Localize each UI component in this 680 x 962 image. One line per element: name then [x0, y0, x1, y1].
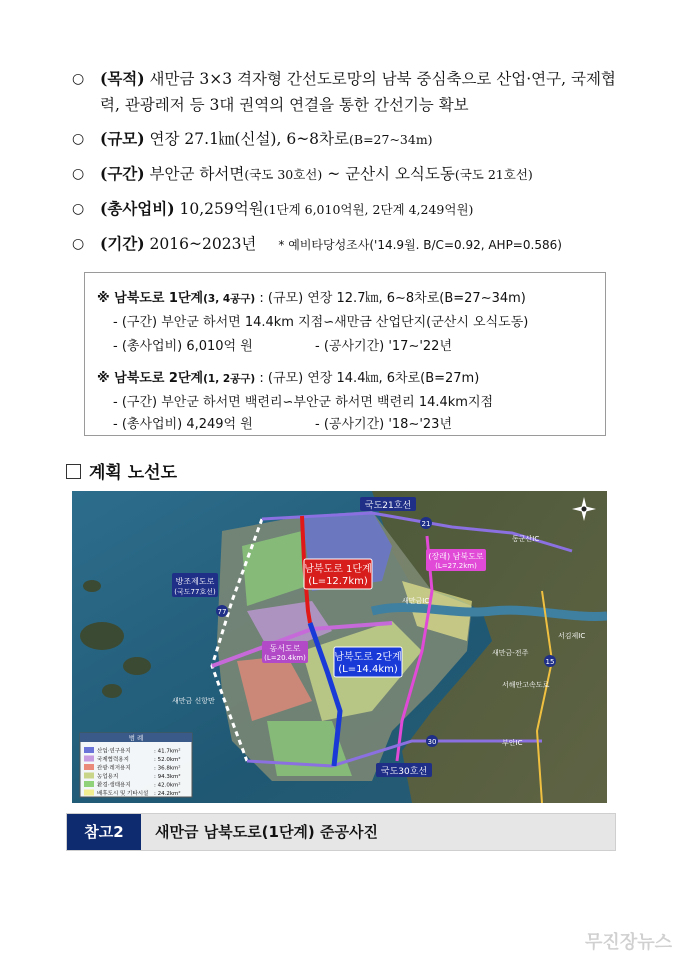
- legend-value: : 94.3km²: [154, 774, 181, 780]
- legend-value: : 42.0km²: [154, 782, 181, 789]
- stage1-section: - (구간) 부안군 하서면 14.4km 지점∽새만금 산업단지(군산시 오식도동): [113, 315, 529, 330]
- expressway-label: 새만금-전주: [492, 649, 529, 657]
- stage2-section: - (구간) 부안군 하서면 백련리∽부안군 하서면 백련리 14.4km지점: [113, 395, 494, 410]
- section-item: [72, 161, 632, 188]
- svg-text:(L=14.4km): (L=14.4km): [338, 664, 398, 675]
- saemangeum-ic-label: 새만금IC: [402, 597, 430, 605]
- future-road-label: [426, 549, 486, 571]
- legend-label: 관광·레저용지: [97, 765, 131, 772]
- item-text: 10,259억원: [174, 200, 264, 218]
- square-bullet-icon: [66, 464, 81, 479]
- dong-gunsan-ic-label: 동군산IC: [512, 535, 540, 543]
- circle-bullet-icon: ○: [72, 71, 85, 87]
- watermark: 무진장뉴스: [585, 932, 672, 953]
- budget-item: [72, 196, 632, 223]
- legend-swatch: [84, 790, 94, 796]
- svg-text:국도30호선: 국도30호선: [380, 767, 428, 777]
- item-small: (1단계 6,010억원, 2단계 4,249억원): [263, 202, 474, 217]
- item-text2: ~ 군산시 오식도동: [322, 165, 455, 183]
- stage1-label: [304, 559, 372, 589]
- item-text: 부안군 하서면: [144, 165, 245, 183]
- item-text: 연장 27.1㎞(신설), 6~8차로: [144, 130, 349, 148]
- road30-label: [376, 763, 432, 777]
- stage2-budget: - (총사업비) 4,249억 원: [113, 417, 253, 432]
- item-label: (총사업비): [100, 199, 175, 218]
- svg-text:방조제도로: 방조제도로: [175, 577, 215, 586]
- svg-text:(L=20.4km): (L=20.4km): [264, 654, 306, 662]
- legend-label: 산업·연구용지: [97, 748, 131, 755]
- legend-swatch: [84, 747, 94, 753]
- buan-ic-label: 부안IC: [502, 739, 523, 747]
- reference-tag: 참고2: [67, 814, 141, 850]
- route-map-heading: 계획 노선도: [66, 458, 177, 483]
- legend-swatch: [84, 781, 94, 787]
- reference-title: 새만금 남북도로(1단계) 준공사진: [155, 823, 378, 841]
- scale-item: [72, 126, 632, 153]
- svg-text:(L=27.2km): (L=27.2km): [435, 562, 477, 570]
- stage1-budget: - (총사업비) 6,010억 원: [113, 339, 253, 354]
- road21-label: [360, 497, 416, 511]
- legend-label: 농업용지: [97, 774, 119, 780]
- seogimje-ic-label: 서김제IC: [558, 632, 586, 640]
- item-small2: (국도 21호선): [454, 167, 533, 182]
- route15-marker: 15: [545, 658, 555, 666]
- svg-text:남북도로 2단계: 남북도로 2단계: [334, 652, 402, 663]
- svg-text:국도21호선: 국도21호선: [364, 501, 412, 511]
- legend-swatch: [84, 773, 94, 779]
- route-map: [72, 491, 607, 803]
- west-coast-expressway-label: 서해안고속도로: [502, 681, 550, 689]
- svg-text:남북도로 1단계: 남북도로 1단계: [304, 564, 372, 575]
- route77-marker: 77: [217, 608, 227, 616]
- stage-detail-box: [84, 272, 606, 436]
- new-port-label: 새만금 신항만: [172, 697, 215, 705]
- item-label: (구간): [100, 164, 145, 183]
- item-label: (목적): [100, 69, 145, 88]
- stage1-period: - (공사기간) '17∼'22년: [315, 339, 453, 354]
- legend-swatch: [84, 756, 94, 762]
- item-text: 새만금 3×3 격자형 간선도로망의 남북 중심축으로 산업·연구, 국제협력, 관광레저 등 3대 권역의 연결을 통한 간선기능 확보: [100, 70, 616, 114]
- circle-bullet-icon: ○: [72, 236, 85, 252]
- legend-label: 국제협력용지: [97, 757, 129, 763]
- legend-value: : 36.8km²: [154, 765, 181, 772]
- dongseo-label: [262, 641, 308, 663]
- overview-bullets: [72, 66, 632, 266]
- route21-marker: 21: [421, 520, 431, 528]
- legend-value: : 41.7km²: [154, 748, 181, 755]
- item-text: 2016~2023년: [144, 235, 257, 253]
- stage2-label: [334, 647, 402, 677]
- stage1-heading: ※ 남북도로 1단계(3, 4공구) : (규모) 연장 12.7㎞, 6∼8차로(B=27∼34m): [97, 291, 526, 306]
- item-small: (국도 30호선): [244, 167, 323, 182]
- legend-label: 환경·생태용지: [97, 782, 131, 789]
- legend-label: 배후도시 및 기타시설: [97, 791, 149, 797]
- map-legend: [80, 733, 192, 797]
- period-item: [72, 231, 632, 258]
- circle-bullet-icon: ○: [72, 201, 85, 217]
- svg-text:동서도로: 동서도로: [269, 644, 301, 653]
- legend-value: : 52.0km²: [154, 757, 181, 763]
- circle-bullet-icon: ○: [72, 166, 85, 182]
- item-note: * 예비타당성조사('14.9월. B/C=0.92, AHP=0.586): [278, 238, 562, 252]
- svg-text:(L=12.7km): (L=12.7km): [308, 576, 368, 587]
- bangjo-label: [172, 573, 218, 597]
- svg-text:범 례: 범 례: [128, 734, 144, 742]
- route30-marker: 30: [427, 738, 437, 746]
- svg-text:(국도77호선): (국도77호선): [174, 588, 216, 596]
- legend-value: : 24.2km²: [154, 791, 181, 797]
- circle-bullet-icon: ○: [72, 131, 85, 147]
- item-label: (기간): [100, 234, 145, 253]
- item-small: (B=27~34m): [349, 132, 433, 147]
- reference-bar: [66, 813, 616, 851]
- stage2-period: - (공사기간) '18∼'23년: [315, 417, 453, 432]
- stage2-heading: ※ 남북도로 2단계(1, 2공구) : (규모) 연장 14.4㎞, 6차로(B=27m): [97, 371, 480, 386]
- item-label: (규모): [100, 129, 145, 148]
- purpose-item: [72, 66, 632, 118]
- svg-text:(장래) 남북도로: (장래) 남북도로: [428, 552, 484, 561]
- legend-swatch: [84, 764, 94, 770]
